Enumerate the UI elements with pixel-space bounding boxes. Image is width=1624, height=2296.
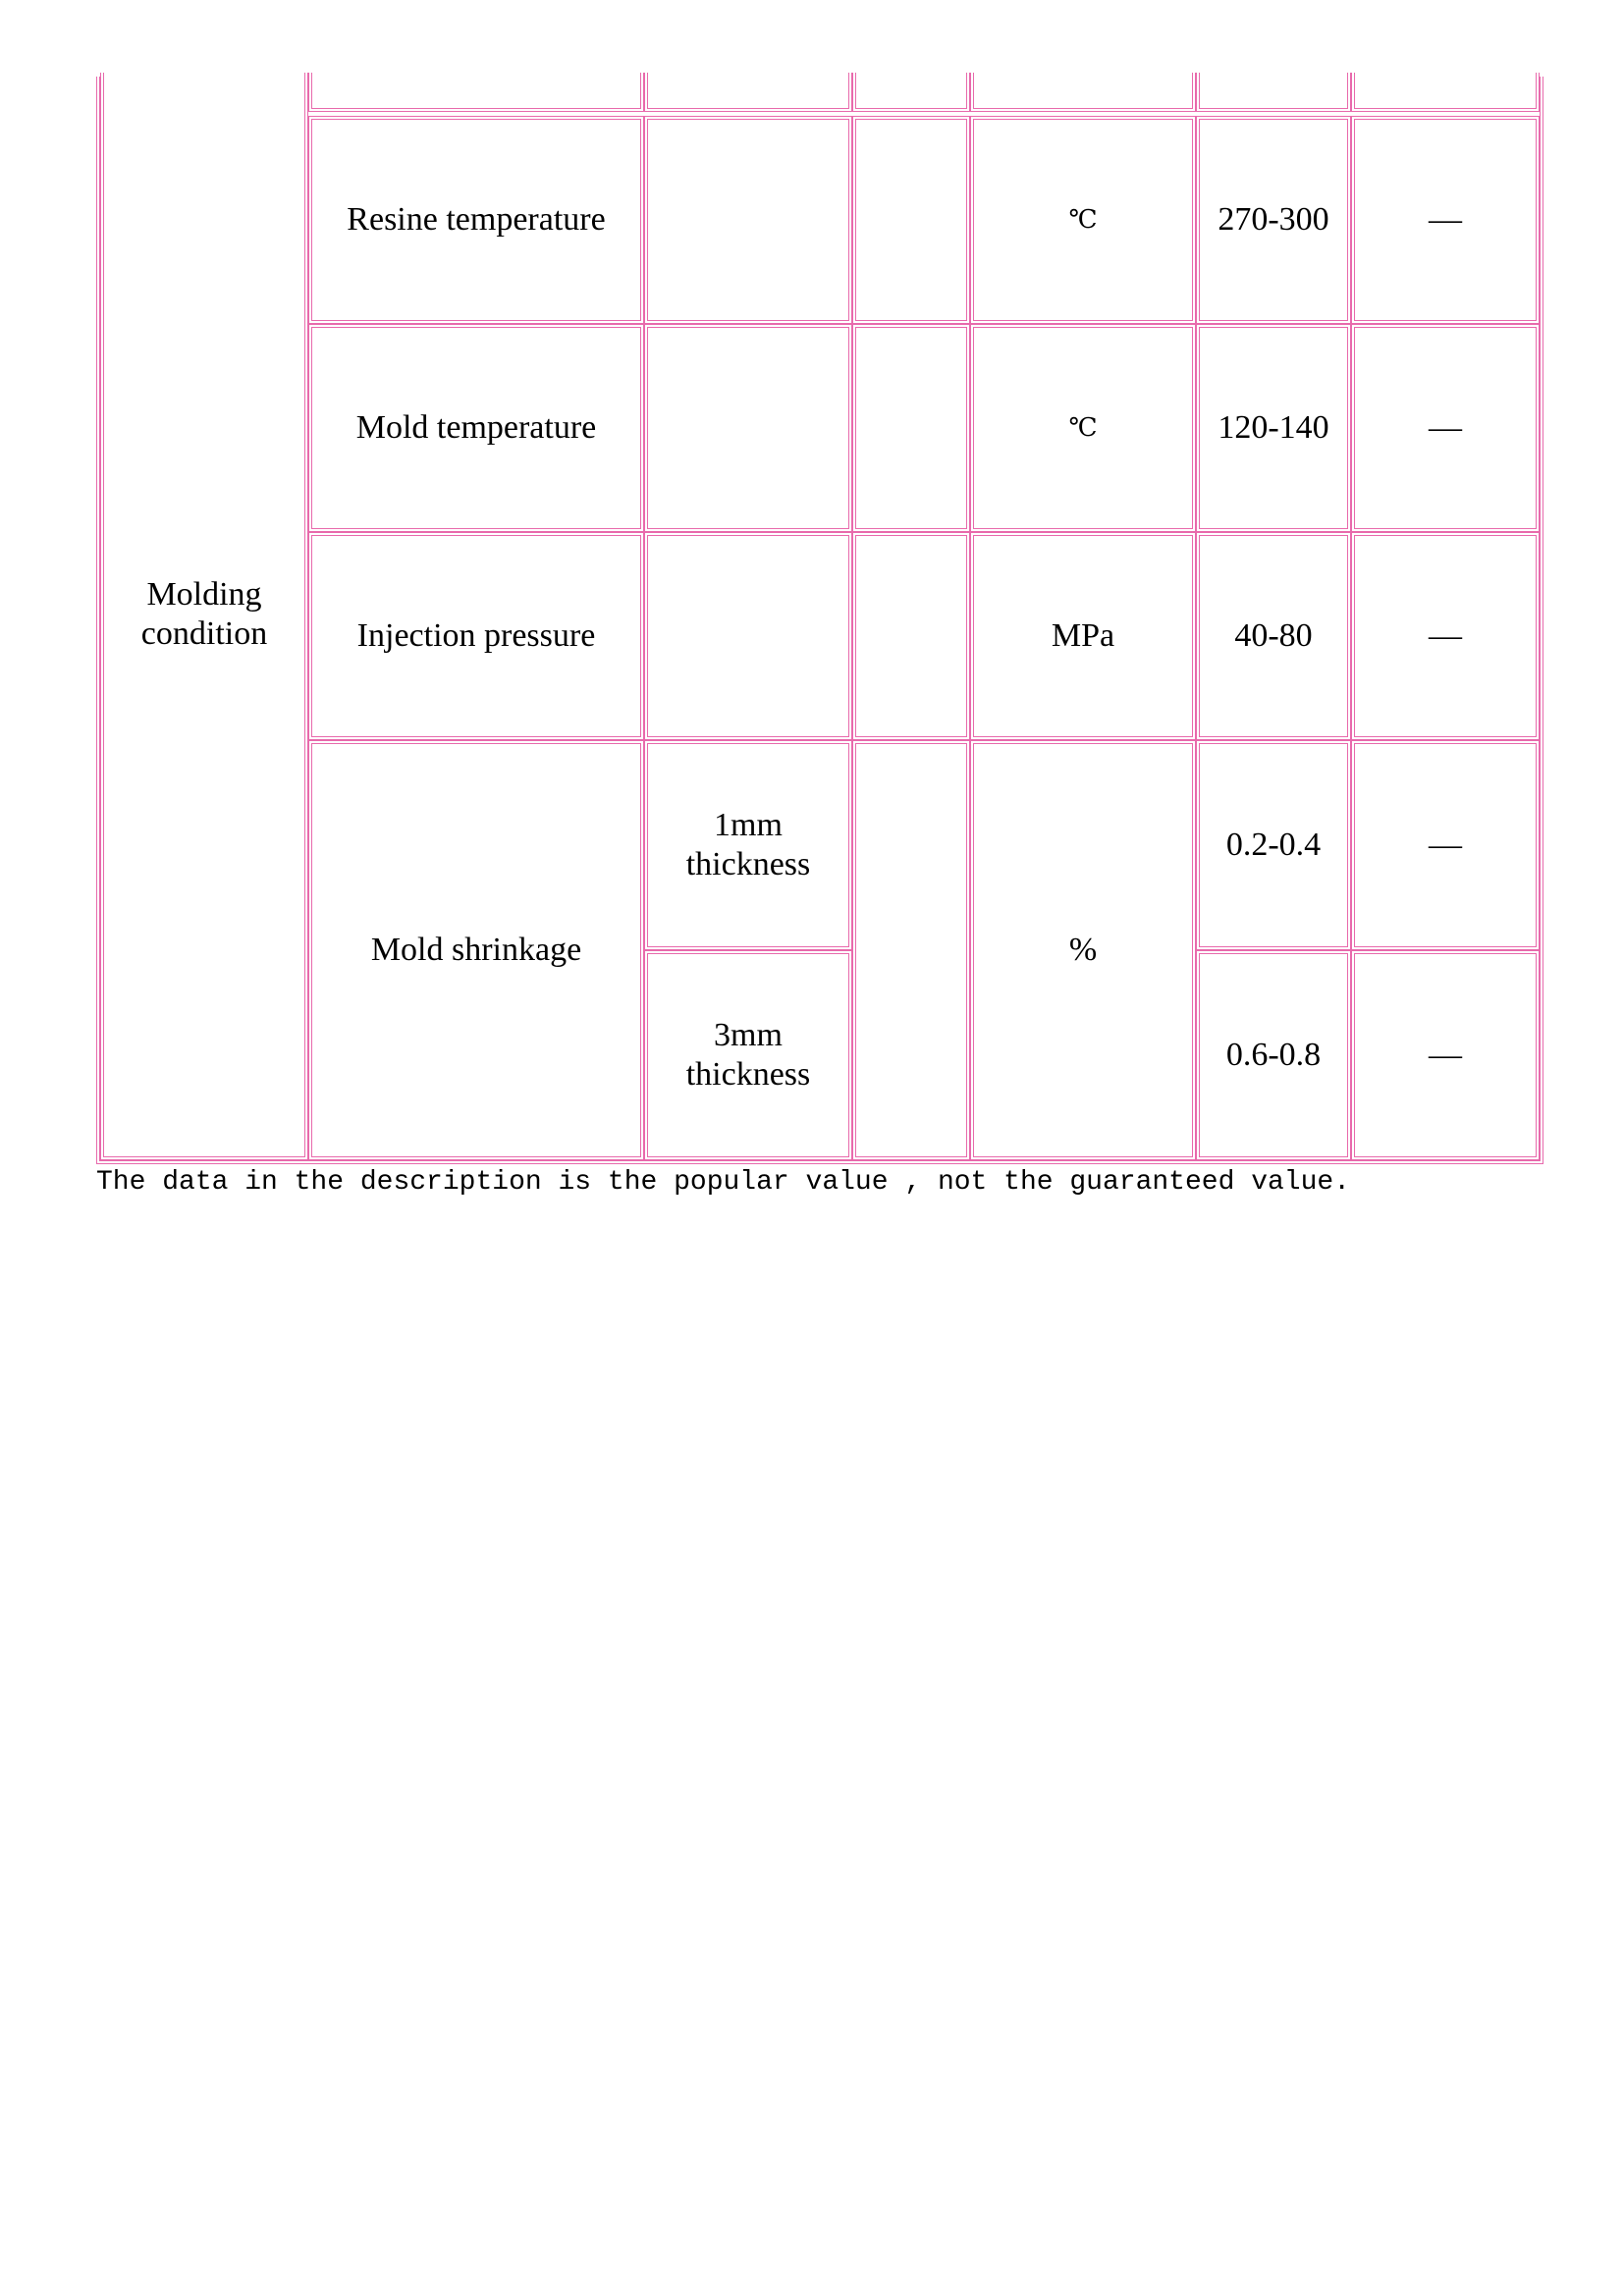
shrinkage-condition-3mm: 3mm thickness xyxy=(644,950,852,1160)
injection-condition xyxy=(644,532,852,740)
resine-remark: — xyxy=(1351,116,1540,324)
mold-temp-condition xyxy=(644,324,852,532)
stub-condition xyxy=(644,73,852,112)
injection-item: Injection pressure xyxy=(308,532,644,740)
injection-method xyxy=(852,532,970,740)
shrinkage-method xyxy=(852,740,970,1160)
resine-method xyxy=(852,116,970,324)
stub-unit xyxy=(970,73,1196,112)
group-label: Molding condition xyxy=(140,576,268,652)
stub-method xyxy=(852,73,970,112)
group-label-cell xyxy=(100,73,308,1160)
stub-remark xyxy=(1351,73,1540,112)
mold-temp-value: 120-140 xyxy=(1196,324,1351,532)
resine-unit: ℃ xyxy=(970,116,1196,324)
shrinkage-item: Mold shrinkage xyxy=(308,740,644,1160)
footnote: The data in the description is the popular value , not the guaranteed value. xyxy=(96,1167,1351,1198)
injection-remark: — xyxy=(1351,532,1540,740)
shrinkage-remark-1mm: — xyxy=(1351,740,1540,950)
mold-temp-item: Mold temperature xyxy=(308,324,644,532)
resine-item xyxy=(308,116,644,324)
mold-temp-unit: ℃ xyxy=(970,324,1196,532)
stub-value xyxy=(1196,73,1351,112)
injection-value: 40-80 xyxy=(1196,532,1351,740)
stub-item xyxy=(308,73,644,112)
resine-condition xyxy=(644,116,852,324)
injection-unit: MPa xyxy=(970,532,1196,740)
mold-temp-remark: — xyxy=(1351,324,1540,532)
resine-value: 270-300 xyxy=(1196,116,1351,324)
resine-item-label: Resine temperature xyxy=(347,201,606,238)
property-table xyxy=(96,77,1543,1164)
shrinkage-value-3mm: 0.6-0.8 xyxy=(1196,950,1351,1160)
shrinkage-condition-1mm: 1mm thickness xyxy=(644,740,852,950)
shrinkage-unit: % xyxy=(970,740,1196,1160)
mold-temp-method xyxy=(852,324,970,532)
shrinkage-value-1mm: 0.2-0.4 xyxy=(1196,740,1351,950)
shrinkage-remark-3mm: — xyxy=(1351,950,1540,1160)
